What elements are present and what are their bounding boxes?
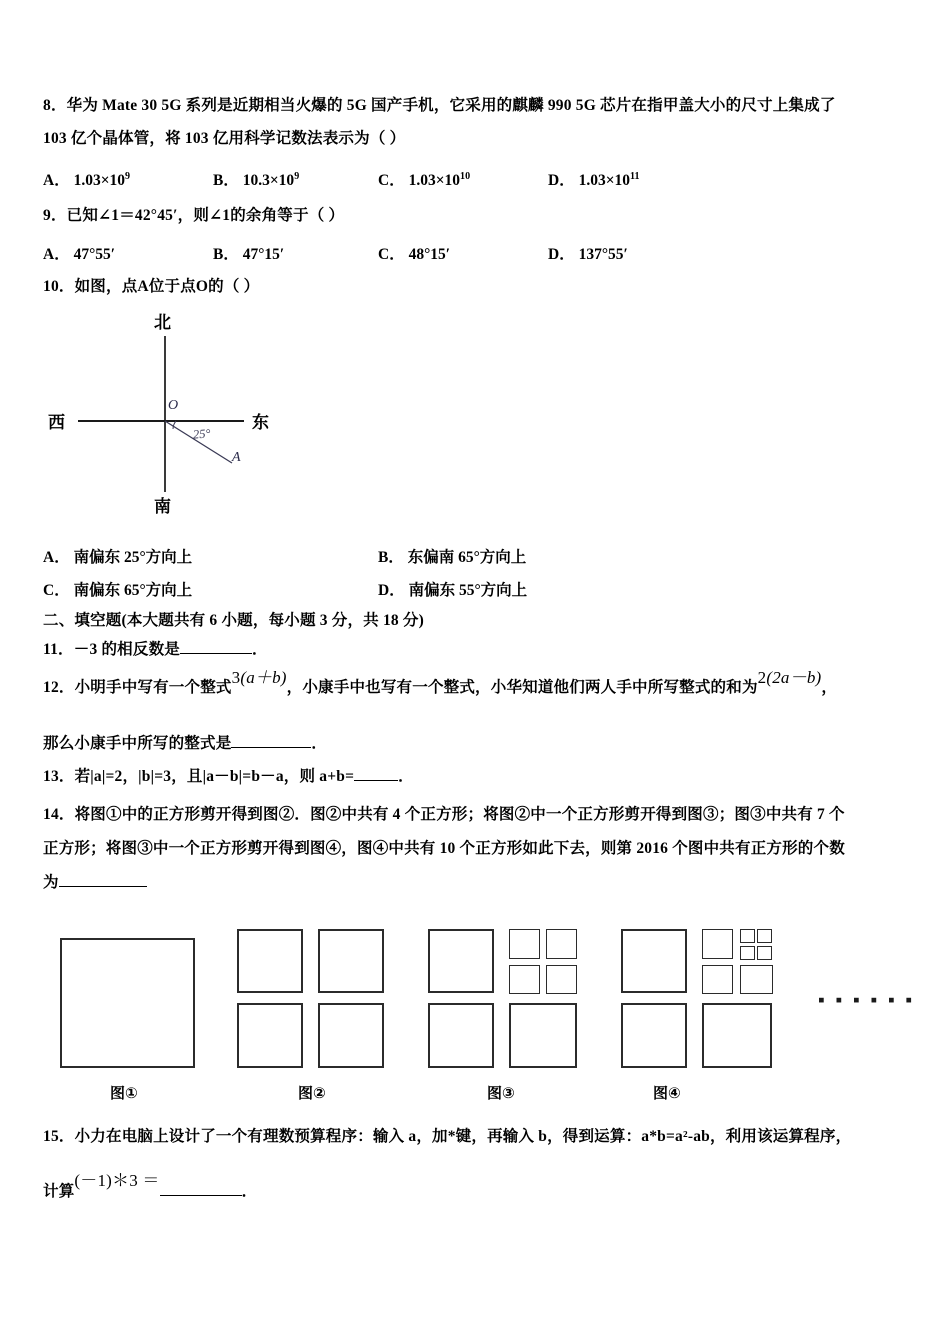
point-a-label: A bbox=[232, 450, 241, 465]
question-9-text: 已知∠1＝42°45′，则∠1的余角等于（ ） bbox=[66, 207, 345, 224]
question-14-line-3 bbox=[43, 874, 147, 891]
option-value: 1.03×10 bbox=[73, 172, 126, 189]
question-14-number: 14． bbox=[43, 806, 75, 823]
question-11-line bbox=[43, 641, 268, 658]
question-15-period: ． bbox=[241, 1183, 258, 1200]
question-11-number: 11． bbox=[43, 641, 74, 658]
question-12-expression-2 bbox=[758, 668, 822, 687]
figure-2-label: 图② bbox=[298, 1085, 326, 1102]
option-exponent: 9 bbox=[294, 170, 300, 182]
option-exponent: 10 bbox=[460, 170, 471, 182]
question-14-text-3: 为 bbox=[43, 874, 59, 891]
question-15-line-1 bbox=[43, 1128, 851, 1145]
option-letter: A． bbox=[43, 172, 70, 189]
figure-4-square-bl bbox=[621, 1003, 687, 1068]
figure-3-square-bl bbox=[428, 1003, 494, 1068]
question-9-option-c[interactable] bbox=[378, 242, 450, 264]
west-label: 西 bbox=[48, 413, 65, 432]
figure-4-square-tl bbox=[621, 929, 687, 993]
question-14-text-2: 正方形；将图③中一个正方形剪开得到图④，图④中共有 10 个正方形如此下去，则第 2016 个图中共有正方形的个数 bbox=[43, 840, 845, 857]
question-8-line-1 bbox=[43, 97, 836, 114]
question-10-number: 10． bbox=[43, 278, 75, 295]
figure-4-square-tr-sub-tl bbox=[702, 929, 733, 959]
figure-4-label: 图④ bbox=[653, 1085, 681, 1102]
figure-4-square-tr-sub-tr-sub-tl bbox=[740, 929, 755, 943]
continuation-dots: ▪ ▪ ▪ ▪ ▪ ▪ bbox=[818, 990, 916, 1011]
option-value: 1.03×10 bbox=[578, 172, 631, 189]
east-label: 东 bbox=[252, 413, 269, 432]
figure-3-label: 图③ bbox=[487, 1085, 515, 1102]
option-value: 南偏东 25°方向上 bbox=[73, 549, 193, 566]
question-15-answer-blank[interactable] bbox=[160, 1195, 242, 1196]
expr-coefficient: 3 bbox=[231, 668, 241, 687]
question-8-text-1: 华为 Mate 30 5G 系列是近期相当火爆的 5G 国产手机，它采用的麒麟 990 5G 芯片在指甲盖大小的尺寸上集成了 bbox=[66, 97, 836, 114]
figure-3-square-tr-sub-br bbox=[546, 965, 577, 994]
figure-3-square-tl bbox=[428, 929, 494, 993]
expr-body: (2a－b) bbox=[766, 668, 822, 687]
option-value: 48°15′ bbox=[408, 246, 451, 263]
question-8-option-b[interactable] bbox=[213, 168, 299, 190]
figure-3-square-tr-sub-tl bbox=[509, 929, 540, 959]
option-value: 南偏东 55°方向上 bbox=[408, 582, 528, 599]
option-exponent: 11 bbox=[630, 170, 640, 182]
question-10-option-b[interactable] bbox=[378, 545, 526, 567]
option-value: 47°55′ bbox=[73, 246, 116, 263]
question-14-line-2 bbox=[43, 840, 845, 857]
question-12-period: ． bbox=[311, 735, 328, 752]
section-two-heading: 二、填空题(本大题共有 6 小题，每小题 3 分，共 18 分) bbox=[43, 612, 424, 629]
question-12-line-2 bbox=[43, 735, 327, 752]
question-13-line bbox=[43, 768, 414, 785]
question-12-line-1 bbox=[43, 668, 838, 697]
option-letter: C． bbox=[378, 172, 405, 189]
option-letter: D． bbox=[378, 582, 405, 599]
figure-2-square-br bbox=[318, 1003, 384, 1068]
question-8-option-c[interactable] bbox=[378, 168, 470, 190]
question-15-text-2: 计算 bbox=[43, 1183, 75, 1200]
option-value: 1.03×10 bbox=[408, 172, 461, 189]
angle-25-label: 25° bbox=[192, 426, 211, 442]
option-letter: D． bbox=[548, 246, 575, 263]
question-15-number: 15． bbox=[43, 1128, 75, 1145]
question-12-text-2: 那么小康手中所写的整式是 bbox=[43, 735, 232, 752]
question-14-text-1: 将图①中的正方形剪开得到图②．图②中共有 4 个正方形；将图②中一个正方形剪开得到图③；图③中共有 7 个 bbox=[74, 806, 845, 823]
question-13-period: ． bbox=[398, 768, 414, 785]
figure-4-square-tr-sub-tr-sub-br bbox=[757, 946, 772, 960]
question-12-seg-2: ，小康手中也写有一个整式，小华知道他们两人手中所写整式的和为 bbox=[286, 679, 758, 696]
question-15-line-2 bbox=[43, 1171, 258, 1201]
question-15-text-1: 小力在电脑上设计了一个有理数预算程序：输入 a，加*键，再输入 b，得到运算：a*b=a²-ab，利用该运算程序， bbox=[74, 1128, 852, 1145]
figure-3-square-tr-sub-tr bbox=[546, 929, 577, 959]
option-value: 137°55′ bbox=[578, 246, 628, 263]
question-8-option-d[interactable] bbox=[548, 168, 640, 190]
question-14-answer-blank[interactable] bbox=[59, 886, 147, 887]
question-9-option-b[interactable] bbox=[213, 242, 284, 264]
option-letter: D． bbox=[548, 172, 575, 189]
question-11-answer-blank[interactable] bbox=[180, 653, 252, 654]
figure-4-square-br bbox=[702, 1003, 772, 1068]
question-8-option-a[interactable] bbox=[43, 168, 130, 190]
question-9-line-1 bbox=[43, 207, 344, 224]
option-letter: A． bbox=[43, 549, 70, 566]
question-9-option-d[interactable] bbox=[548, 242, 628, 264]
south-label: 南 bbox=[154, 497, 171, 516]
option-value: 东偏南 65°方向上 bbox=[407, 549, 527, 566]
question-10-text: 如图，点A位于点O的（ ） bbox=[74, 278, 260, 295]
option-value: 47°15′ bbox=[242, 246, 285, 263]
option-letter: B． bbox=[213, 246, 239, 263]
question-12-answer-blank[interactable] bbox=[231, 747, 311, 748]
option-letter: B． bbox=[378, 549, 404, 566]
figure-2-square-tr bbox=[318, 929, 384, 993]
figure-4-square-tr-sub-bl bbox=[702, 965, 733, 994]
expr-body: (a＋b) bbox=[240, 668, 287, 687]
question-11-text: －3 的相反数是 bbox=[73, 641, 180, 658]
figure-3-square-br bbox=[509, 1003, 577, 1068]
compass-ray-svg bbox=[40, 300, 360, 530]
question-13-answer-blank[interactable] bbox=[354, 780, 398, 781]
option-exponent: 9 bbox=[125, 170, 131, 182]
option-value: 10.3×10 bbox=[242, 172, 295, 189]
option-letter: C． bbox=[378, 246, 405, 263]
option-letter: A． bbox=[43, 246, 70, 263]
question-12-expression-1 bbox=[232, 668, 287, 687]
figure-1-label: 图① bbox=[110, 1085, 138, 1102]
option-value: 南偏东 65°方向上 bbox=[73, 582, 193, 599]
question-10-option-d[interactable] bbox=[378, 578, 527, 600]
figure-2-square-bl bbox=[237, 1003, 303, 1068]
question-10-option-c[interactable] bbox=[43, 578, 192, 600]
compass-diagram bbox=[40, 300, 360, 530]
figure-4-square-tr-sub-tr-sub-bl bbox=[740, 946, 755, 960]
figure-4-square-tr-sub-br bbox=[740, 965, 773, 994]
question-12-seg-1: 小明手中写有一个整式 bbox=[74, 679, 232, 696]
expr-coefficient: 2 bbox=[757, 668, 767, 687]
north-label: 北 bbox=[154, 313, 171, 332]
question-10-option-a[interactable] bbox=[43, 545, 192, 567]
question-10-line-1 bbox=[43, 278, 259, 295]
question-8-text-2: 103 亿个晶体管，将 103 亿用科学记数法表示为（ ） bbox=[43, 130, 406, 147]
figure-4-square-tr-sub-tr-sub-tr bbox=[757, 929, 772, 943]
option-letter: C． bbox=[43, 582, 70, 599]
question-9-number: 9． bbox=[43, 207, 67, 224]
question-15-expression: (－1)＊3 ＝ bbox=[74, 1171, 160, 1190]
question-11-period: ． bbox=[251, 641, 268, 658]
figure-1-square bbox=[60, 938, 195, 1068]
question-13-number: 13． bbox=[43, 768, 75, 785]
option-letter: B． bbox=[213, 172, 239, 189]
figure-3-square-tr-sub-bl bbox=[509, 965, 540, 994]
question-13-text: 若|a|=2，|b|=3，且|a－b|=b－a，则 a+b= bbox=[74, 768, 355, 785]
question-8-line-2 bbox=[43, 130, 405, 147]
ray-oa-line bbox=[165, 421, 232, 463]
figure-2-square-tl bbox=[237, 929, 303, 993]
question-12-number: 12． bbox=[43, 679, 75, 696]
origin-point-label: O bbox=[168, 398, 179, 413]
question-14-line-1 bbox=[43, 806, 845, 823]
question-8-number: 8． bbox=[43, 97, 67, 114]
question-9-option-a[interactable] bbox=[43, 242, 115, 264]
question-12-seg-3: ， bbox=[821, 679, 838, 696]
